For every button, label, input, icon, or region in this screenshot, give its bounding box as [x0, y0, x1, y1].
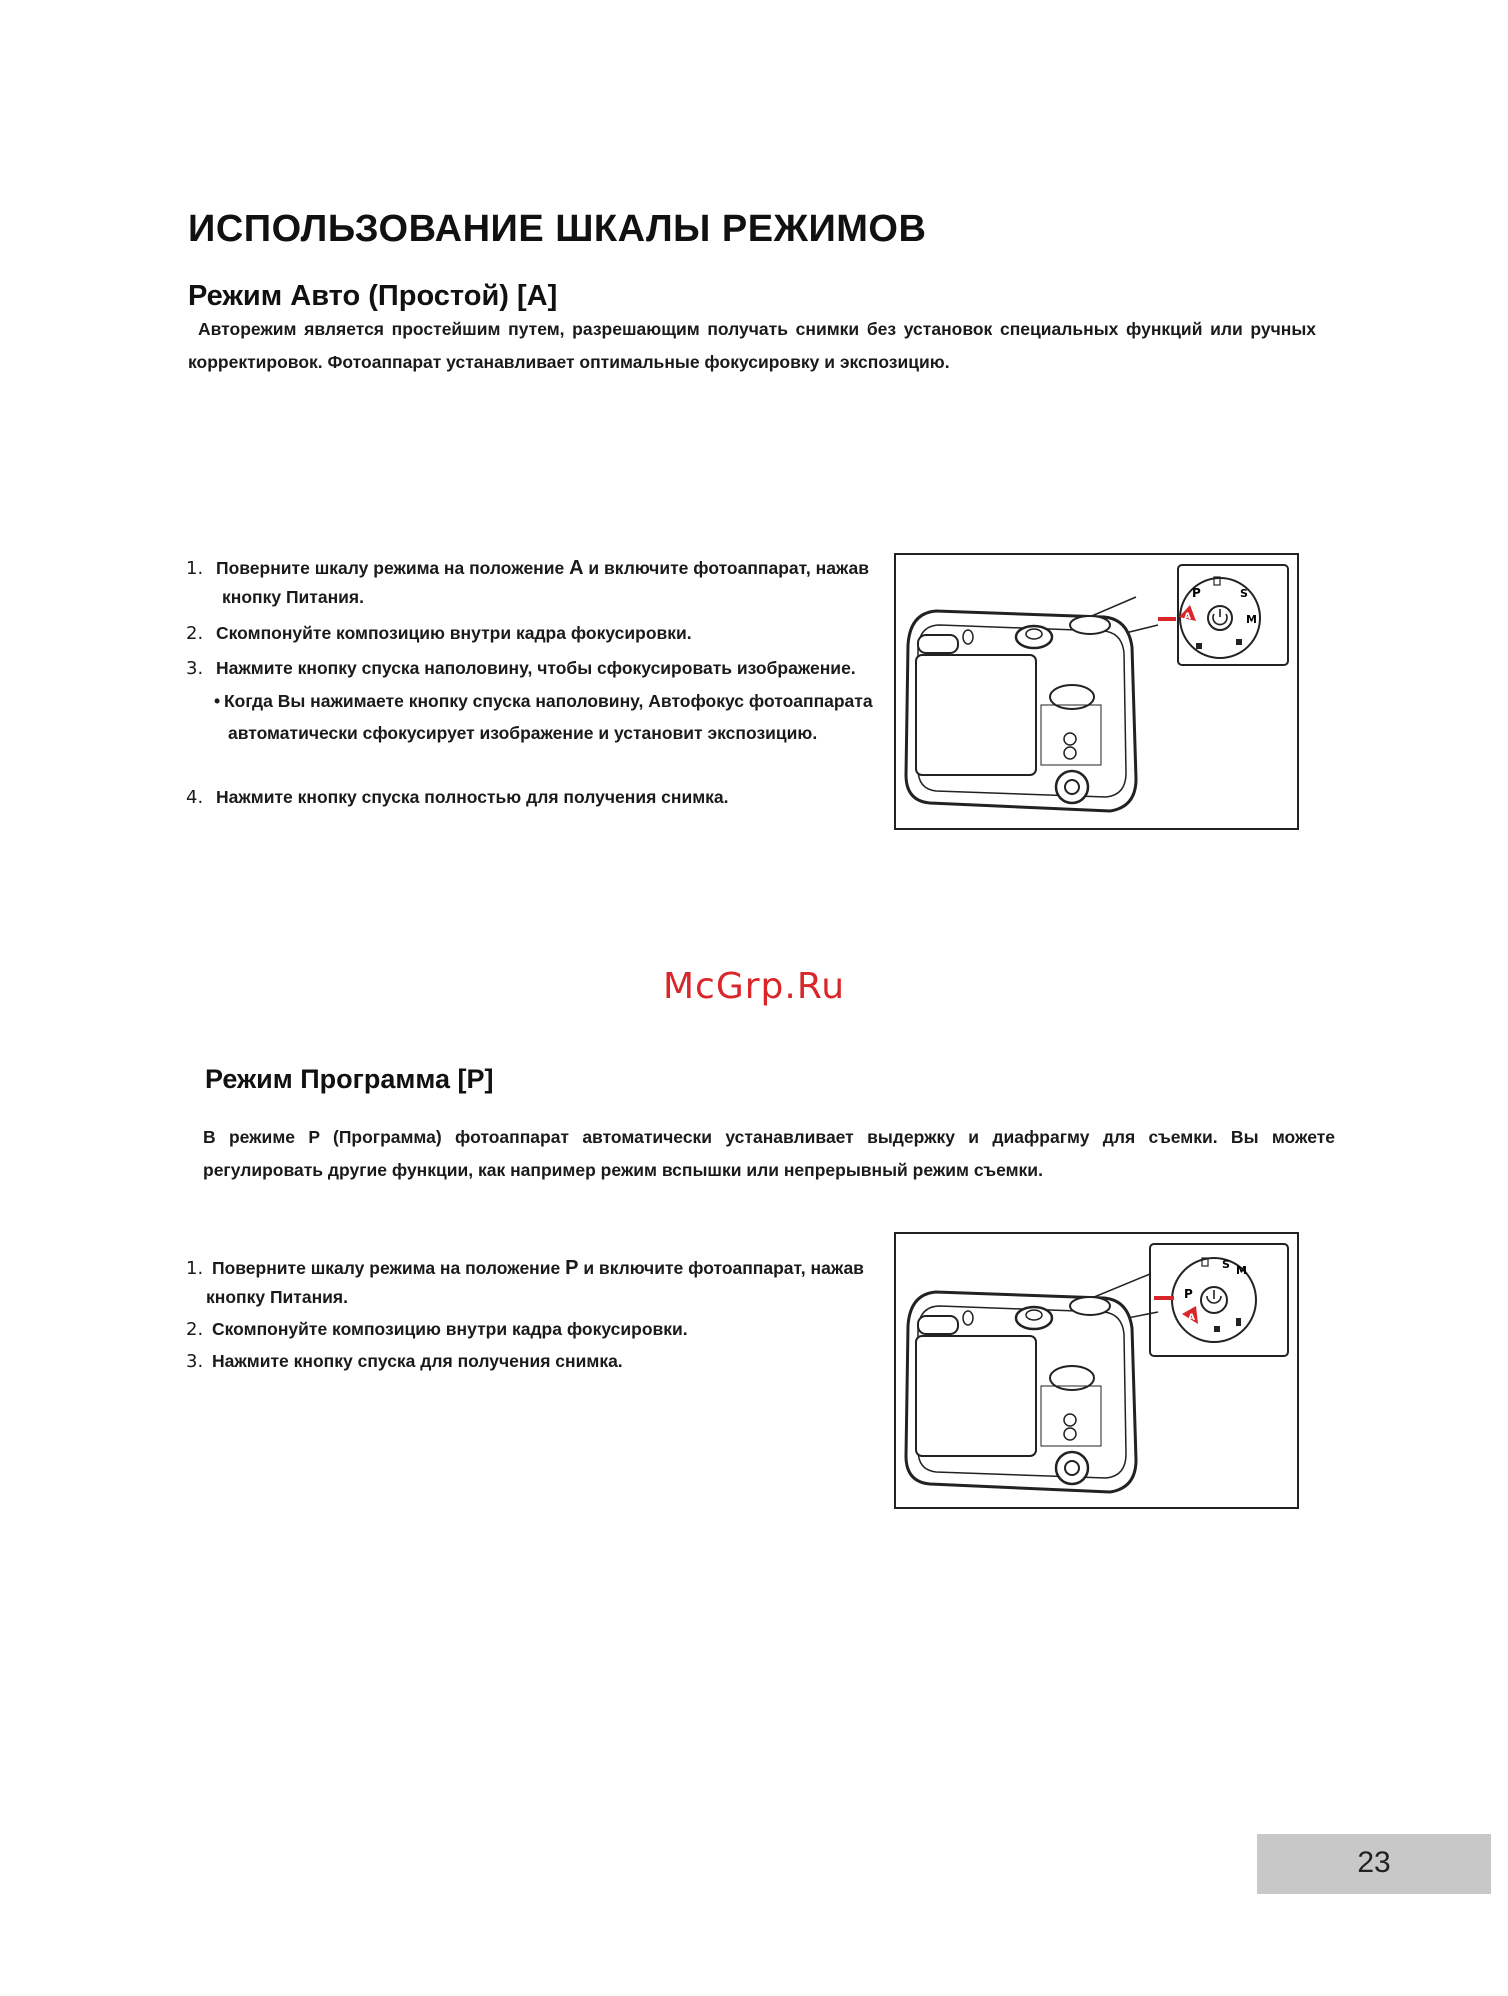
step-text: Поверните шкалу режима на положение [212, 1258, 566, 1278]
step-number: 1. [186, 558, 204, 579]
camera-illustration-auto [894, 553, 1299, 830]
watermark-text: McGrp.Ru [662, 966, 846, 1007]
step-item [186, 1257, 864, 1280]
step-item [186, 557, 869, 580]
dial-label-a: A [1188, 1313, 1195, 1323]
section-paragraph-program: В режиме P (Программа) фотоаппарат автоматически устанавливает выдержку и диафрагму для съемки. Вы можете регулировать другие функции, как например режим вспышки или непрерывный режим съемки. [203, 1127, 1335, 1180]
step-bullet-item [214, 691, 873, 712]
section-heading-auto: Режим Авто (Простой) [A] [188, 280, 558, 312]
step-continuation: кнопку Питания. [206, 1287, 348, 1307]
steps-list-auto [186, 557, 886, 817]
step-item [186, 1319, 688, 1340]
dial-label-a: A [1184, 612, 1191, 622]
step-text: Нажмите кнопку спуска для получения снимка. [212, 1351, 623, 1371]
step-text: Поверните шкалу режима на положение [216, 558, 570, 578]
step-number: 4. [186, 787, 204, 808]
step-text: Нажмите кнопку спуска полностью для получения снимка. [216, 787, 729, 807]
step-text: и включите фотоаппарат, нажав [578, 1258, 864, 1278]
page-number-box [1257, 1834, 1491, 1894]
step-number: 2. [186, 623, 204, 644]
dial-label-s: S [1222, 1258, 1230, 1271]
step-text: Скомпонуйте композицию внутри кадра фокусировки. [216, 623, 692, 643]
dial-label-p: P [1184, 1287, 1193, 1301]
step-number: 3. [186, 1351, 204, 1372]
dial-label-s: S [1240, 587, 1248, 600]
step-item [186, 658, 856, 679]
step-number: 1. [186, 1258, 204, 1279]
dial-label-m: M [1246, 613, 1257, 626]
step-text: Нажмите кнопку спуска наполовину, чтобы сфокусировать изображение. [216, 658, 856, 678]
page-title: ИСПОЛЬЗОВАНИЕ ШКАЛЫ РЕЖИМОВ [188, 208, 927, 250]
section-paragraph-auto: Авторежим является простейшим путем, разрешающим получать снимки без установок специальных функций или ручных корректировок. Фотоаппарат устанавливает оптимальные фокусировку и экспозицию. [188, 319, 1316, 372]
camera-dial-icon [896, 555, 1297, 828]
step-text: Скомпонуйте композицию внутри кадра фокусировки. [212, 1319, 688, 1339]
section-heading-program: Режим Программа [P] [205, 1064, 494, 1094]
step-text: Когда Вы нажимаете кнопку спуска наполовину, Автофокус фотоаппарата [224, 691, 873, 711]
step-continuation: кнопку Питания. [222, 587, 364, 607]
dial-label-p: P [1192, 586, 1201, 600]
bullet-icon: • [214, 691, 221, 711]
dial-label-m: M [1236, 1264, 1247, 1277]
step-number: 3. [186, 658, 204, 679]
step-item [186, 623, 692, 644]
step-item [186, 1351, 623, 1372]
steps-list-program [186, 1257, 886, 1397]
step-text: и включите фотоаппарат, нажав [583, 558, 870, 578]
step-mode-letter: P [565, 1257, 579, 1279]
step-continuation: автоматически сфокусирует изображение и установит экспозицию. [228, 723, 818, 743]
page-number: 23 [1357, 1846, 1391, 1879]
camera-dial-icon [896, 1234, 1297, 1507]
step-number: 2. [186, 1319, 204, 1340]
step-mode-letter: A [569, 557, 584, 579]
camera-illustration-program [894, 1232, 1299, 1509]
step-item [186, 787, 729, 808]
